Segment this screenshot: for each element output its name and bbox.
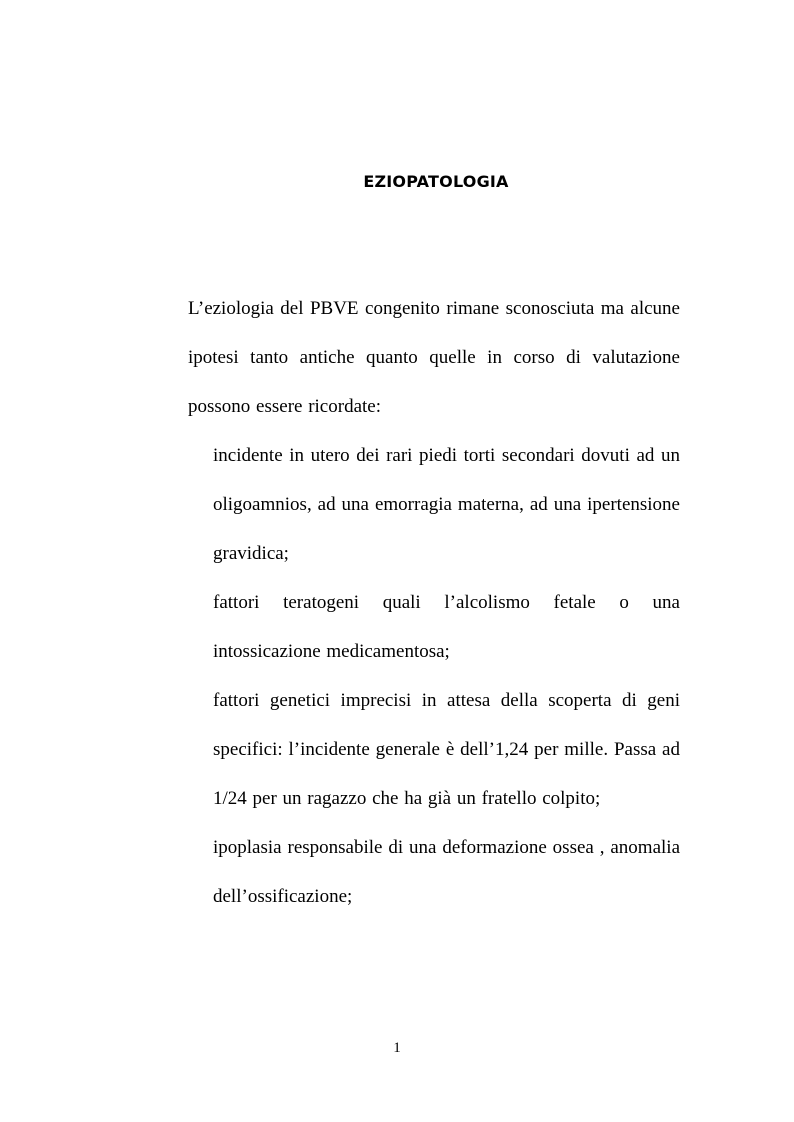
intro-paragraph: L’eziologia del PBVE congenito rimane sconosciuta ma alcune ipotesi tanto antiche quanto quelle in corso di valutazione possono essere ricordate: <box>188 298 680 417</box>
page-number: 1 <box>393 1040 401 1056</box>
list-item: fattori genetici imprecisi in attesa della scoperta di geni specifici: l’incidente generale è dell’1,24 per mille. Passa ad 1/24 per un ragazzo che ha già un fratello colpito; <box>213 690 680 809</box>
page-title: EZIOPATOLOGIA <box>363 172 509 191</box>
hypotheses-list <box>213 431 680 921</box>
list-item: fattori teratogeni quali l’alcolismo fetale o una intossicazione medicamentosa; <box>213 592 680 662</box>
list-item: incidente in utero dei rari piedi torti secondari dovuti ad un oligoamnios, ad una emorragia materna, ad una ipertensione gravidica; <box>213 445 680 564</box>
list-item: ipoplasia responsabile di una deformazione ossea , anomalia dell’ossificazione; <box>213 837 680 907</box>
